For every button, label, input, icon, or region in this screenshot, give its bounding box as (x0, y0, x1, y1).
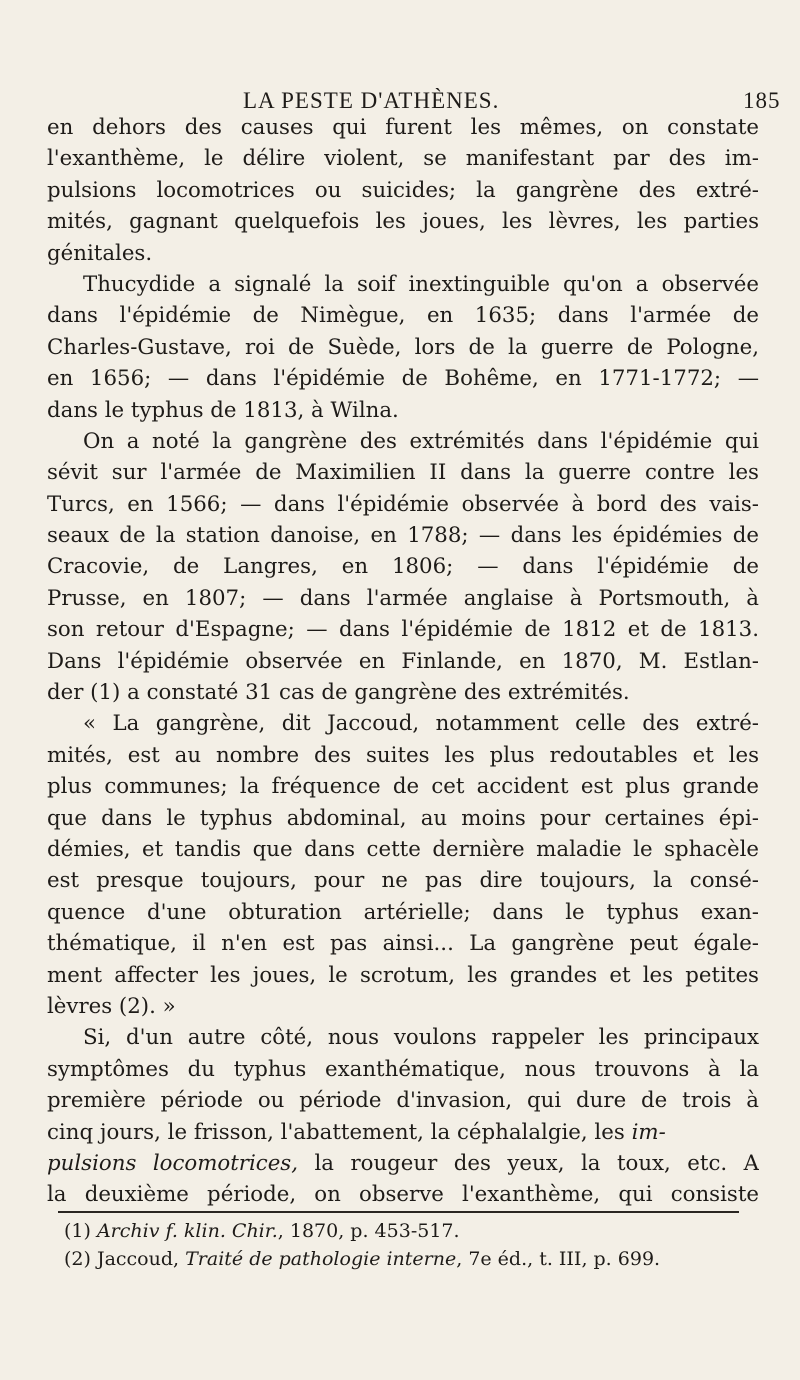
text-line: mités, gagnant quelquefois les joues, les lèvres, les parties (47, 209, 759, 235)
text-line: lèvres (2). » (47, 993, 176, 1019)
text-line: en 1656; — dans l'épidémie de Bohême, en 1771-1772; — (47, 366, 759, 392)
paragraph-start-line: Si, d'un autre côté, nous voulons rappeler les principaux (83, 1025, 759, 1051)
text-line: dans le typhus de 1813, à Wilna. (47, 397, 399, 423)
text-line: en dehors des causes qui furent les mêmes, on constate (47, 115, 759, 140)
citation-title: Archiv f. klin. Chir. (96, 1220, 278, 1242)
footnote-2 (58, 1245, 758, 1273)
text-line: l'exanthème, le délire violent, se manifestant par des im- (47, 146, 759, 172)
italic-text: pulsions locomotrices, (47, 1150, 299, 1176)
text-line: première période ou période d'invasion, qui dure de trois à (47, 1088, 759, 1114)
footnote-marker: (2) Jaccoud, (64, 1248, 186, 1270)
text-line: Charles-Gustave, roi de Suède, lors de la guerre de Pologne, (47, 334, 759, 360)
text-line: der (1) a constaté 31 cas de gangrène des extrémités. (47, 680, 630, 706)
text-line: seaux de la station danoise, en 1788; — dans les épidémies de (47, 523, 759, 549)
citation-details: , 1870, p. 453-517. (277, 1220, 460, 1242)
text-line: que dans le typhus abdominal, au moins pour certaines épi- (47, 805, 759, 831)
paragraph-start-line: On a noté la gangrène des extrémités dans l'épidémie qui (83, 428, 759, 454)
italic-text: im- (631, 1119, 666, 1145)
text-line (47, 1117, 759, 1148)
text-line: Dans l'épidémie observée en Finlande, en 1870, M. Estlan- (47, 648, 759, 674)
footnote-1 (58, 1217, 758, 1245)
text-line: démies, et tandis que dans cette dernière maladie le sphacèle (47, 836, 759, 862)
footnote-marker: (1) (64, 1220, 97, 1242)
citation-details: , 7e éd., t. III, p. 699. (456, 1248, 661, 1270)
text-line: pulsions locomotrices ou suicides; la gangrène des extré- (47, 177, 759, 203)
main-text (47, 112, 759, 1211)
text-segment: cinq jours, le frisson, l'abattement, la céphalalgie, les (47, 1119, 625, 1145)
text-line: dans l'épidémie de Nimègue, en 1635; dans l'armée de (47, 303, 759, 329)
text-line: Prusse, en 1807; — dans l'armée anglaise à Portsmouth, à (47, 585, 759, 611)
text-line: la deuxième période, on observe l'exanthème, qui consiste (47, 1182, 759, 1208)
text-line: symptômes du typhus exanthématique, nous trouvons à la (47, 1056, 759, 1082)
page-number: 185 (743, 88, 781, 113)
citation-title: Traité de pathologie interne (185, 1248, 457, 1270)
running-title: LA PESTE D'ATHÈNES. (243, 88, 500, 113)
paragraph-start-line: Thucydide a signalé la soif inextinguible qu'on a observée (83, 271, 759, 297)
text-line: Turcs, en 1566; — dans l'épidémie observée à bord des vais- (47, 491, 759, 517)
text-line: est presque toujours, pour ne pas dire toujours, la consé- (47, 868, 759, 894)
text-line: génitales. (47, 240, 153, 266)
text-segment: la rougeur des yeux, la toux, etc. A (298, 1150, 759, 1176)
text-line: ment affecter les joues, le scrotum, les grandes et les petites (47, 962, 759, 988)
footnote-divider (58, 1211, 739, 1213)
text-line: thématique, il n'en est pas ainsi... La gangrène peut égale- (47, 931, 759, 957)
text-line: son retour d'Espagne; — dans l'épidémie de 1812 et de 1813. (47, 617, 759, 643)
text-line: mités, est au nombre des suites les plus redoutables et les (47, 742, 759, 768)
text-line: sévit sur l'armée de Maximilien II dans la guerre contre les (47, 460, 759, 486)
text-line (47, 1148, 759, 1179)
paragraph-start-line: « La gangrène, dit Jaccoud, notamment celle des extré- (83, 711, 759, 737)
text-line: quence d'une obturation artérielle; dans le typhus exan- (47, 899, 759, 925)
text-line: plus communes; la fréquence de cet accident est plus grande (47, 774, 759, 800)
footnotes (58, 1217, 758, 1273)
text-line: Cracovie, de Langres, en 1806; — dans l'épidémie de (47, 554, 759, 580)
